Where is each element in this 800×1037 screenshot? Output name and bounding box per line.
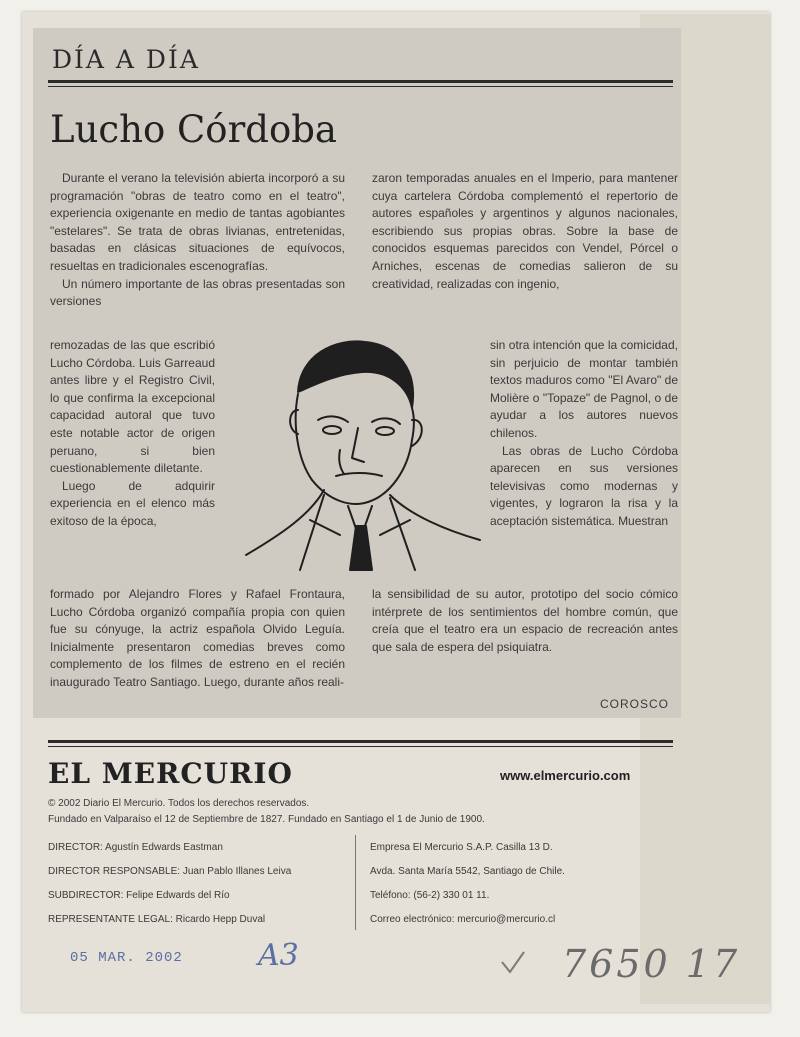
newspaper-website-link[interactable]: www.elmercurio.com xyxy=(500,768,631,783)
article-paragraph: la sensibilidad de su autor, prototipo del socio cómico intérprete de los sentimientos del hombre común, que creía que el teatro era un espacio de recreación antes que sala de espera del psiquiatra. xyxy=(372,587,678,654)
article-left-column-bottom xyxy=(50,586,345,692)
article-signature: COROSCO xyxy=(600,697,670,711)
masthead-rule-thick xyxy=(48,740,673,743)
section-title: DÍA A DÍA xyxy=(52,45,200,74)
info-divider xyxy=(355,835,356,930)
article-paragraph: Un número importante de las obras presentadas son versiones xyxy=(50,276,345,309)
portrait-illustration xyxy=(240,330,490,575)
staff-director-responsable: DIRECTOR RESPONSABLE: Juan Pablo Illanes Leiva xyxy=(48,866,292,877)
copyright-line: © 2002 Diario El Mercurio. Todos los derechos reservados. xyxy=(48,798,310,809)
article-left-column-top xyxy=(50,170,345,311)
archive-date-stamp: 05 MAR. 2002 xyxy=(70,950,183,966)
article-right-column-bottom xyxy=(372,586,678,656)
staff-representante-legal: REPRESENTANTE LEGAL: Ricardo Hepp Duval xyxy=(48,914,266,925)
article-right-column-top xyxy=(372,170,678,293)
masthead-rule-thin xyxy=(48,746,673,747)
company-phone: Teléfono: (56-2) 330 01 11. xyxy=(370,890,490,901)
article-headline: Lucho Córdoba xyxy=(50,108,337,151)
article-right-column-narrow xyxy=(490,337,678,531)
article-left-column-narrow xyxy=(50,337,215,531)
company-email[interactable]: Correo electrónico: mercurio@mercurio.cl xyxy=(370,914,556,925)
staff-director: DIRECTOR: Agustín Edwards Eastman xyxy=(48,842,223,853)
article-paragraph: Luego de adquirir experiencia en el elenco más exitoso de la época, xyxy=(50,478,215,528)
company-name: Empresa El Mercurio S.A.P. Casilla 13 D. xyxy=(370,842,553,853)
article-paragraph: formado por Alejandro Flores y Rafael Frontaura, Lucho Córdoba organizó compañía propia con quien fue su cónyuge, la actriz española Olvido Leguía. Inicialmente presentaron comedias breves como complemento de los filmes de estreno en el recién inaugurado Teatro Santiago. Luego, durante años reali- xyxy=(50,587,345,689)
section-rule-thin xyxy=(48,86,673,87)
article-paragraph: sin otra intención que la comicidad, sin perjuicio de montar también textos maduros como "El Avaro" de Molière o "Topaze" de Pagnol, o de ayudar a los autores nuevos chilenos. xyxy=(490,338,678,440)
check-mark-icon xyxy=(498,948,528,978)
staff-subdirector: SUBDIRECTOR: Felipe Edwards del Río xyxy=(48,890,230,901)
founded-line: Fundado en Valparaíso el 12 de Septiembre de 1827. Fundado en Santiago el 1 de Junio de 1900. xyxy=(48,814,485,825)
article-paragraph: zaron temporadas anuales en el Imperio, para mantener cuya cartelera Córdoba complementó el repertorio de autores españoles y argentinos y algunos nacionales, escribiendo sus propias obras. Sobre la base de conocidos esquemas parecidos con Vendel, Pórcel o Arniches, escenas de comedias salieron de su creatividad, realizadas con ingenio, xyxy=(372,171,678,291)
article-paragraph: Las obras de Lucho Córdoba aparecen en sus versiones televisivas como modernas y vigentes, y lograron la risa y la aceptación sistemática. Muestran xyxy=(490,443,678,528)
article-paragraph: remozadas de las que escribió Lucho Córdoba. Luis Garreaud antes libre y el Registro Civil, lo que confirma la excepcional capacidad autoral que tuvo este notable actor de origen peruano, si bien cuestionablemente diletante. xyxy=(50,338,215,476)
handwritten-page-mark: A3 xyxy=(258,938,299,973)
company-address: Avda. Santa María 5542, Santiago de Chile. xyxy=(370,866,565,877)
section-rule-thick xyxy=(48,80,673,83)
article-paragraph: Durante el verano la televisión abierta incorporó a su programación "obras de teatro como en el teatro", experiencia oxigenante en medio de tantas agobiantes "estelares". Se trata de obras livianas, entretenidas, basadas en clásicas situaciones de equívocos, resueltas en tradicionales escenografías. xyxy=(50,171,345,273)
newspaper-masthead: EL MERCURIO xyxy=(48,757,293,790)
handwritten-archive-number: 7650 17 xyxy=(562,942,741,986)
